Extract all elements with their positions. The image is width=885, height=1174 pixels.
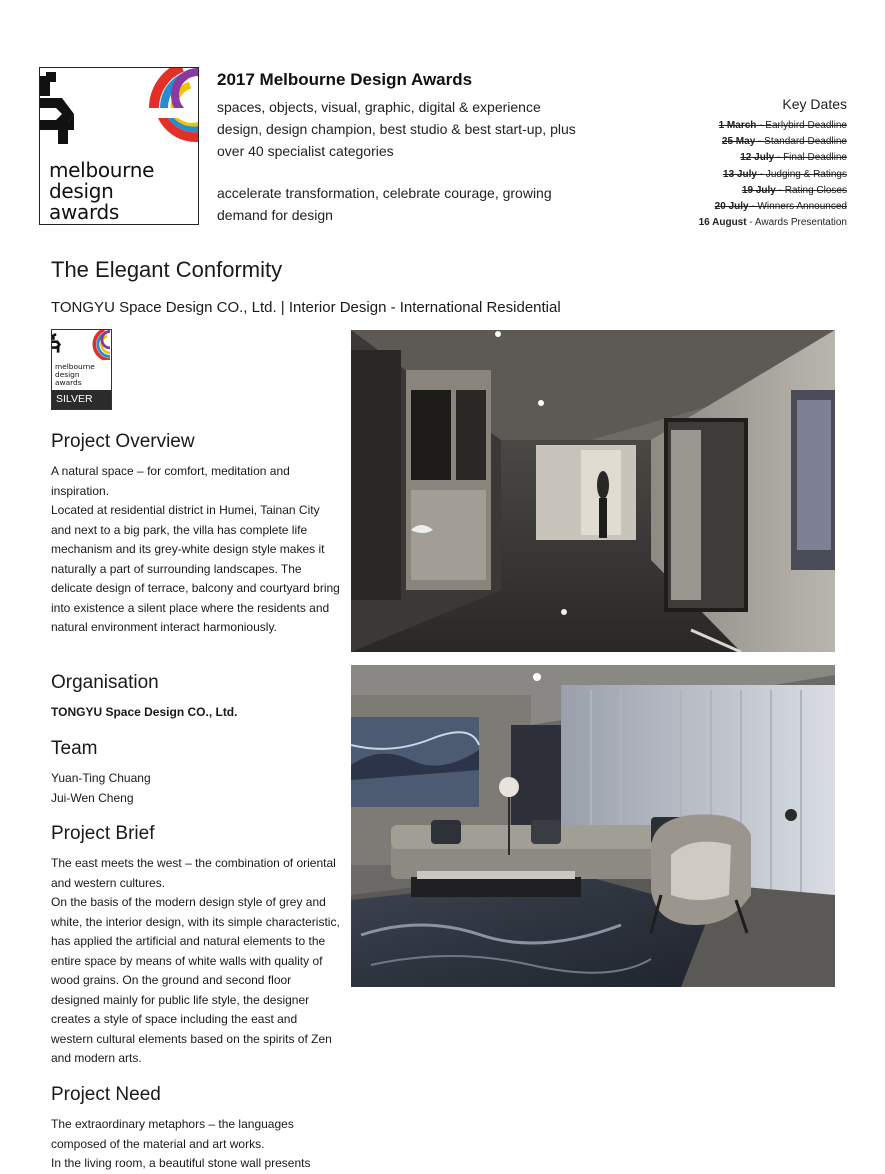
corridor-interior-photo [351, 330, 835, 652]
key-date-row: 12 July - Final Deadline [740, 152, 847, 164]
key-dates-list [699, 118, 847, 231]
team-member: Yuan-Ting Chuang [51, 771, 151, 785]
key-date-row: 16 August - Awards Presentation [698, 217, 847, 229]
key-date-row: 20 July - Winners Announced [714, 201, 847, 213]
overview-paragraph: Located at residential district in Humei, Tainan City and next to a big park, the villa has complete life mechanism and its grey-white design style makes it naturally a part of surrounding landscapes. The delicate design of terrace, balcony and courtyard bring into existence a silent place where the residents and natural environment interact harmoniously. [51, 503, 340, 634]
brief-paragraph: The east meets the west – the combination of oriental and western cultures. [51, 856, 336, 890]
melbourne-design-awards-logo [39, 67, 199, 225]
brief-text [51, 854, 341, 1069]
awards-mark-icon [40, 68, 100, 148]
awards-description: spaces, objects, visual, graphic, digital & experience design, design champion, best studio & best start-up, plus over 40 specialist categories [217, 99, 576, 159]
project-title: The Elegant Conformity [51, 257, 283, 282]
overview-paragraph: A natural space – for comfort, meditation and inspiration. [51, 464, 290, 498]
key-date-row: 13 July - Judging & Ratings [723, 168, 847, 180]
organisation-name: TONGYU Space Design CO., Ltd. [51, 705, 238, 719]
need-heading: Project Need [51, 1084, 161, 1105]
key-date-row: 19 July - Rating Closes [741, 184, 847, 196]
need-paragraph: The extraordinary metaphors – the languages composed of the material and art works. [51, 1117, 294, 1151]
key-date-row: 1 March - Earlybird Deadline [718, 120, 847, 131]
badge-wordmark: melbourne design awards [55, 362, 95, 387]
overview-text [51, 462, 341, 638]
key-date-row: 25 May - Standard Deadline [721, 136, 847, 148]
color-ring-icon [89, 330, 111, 360]
need-paragraph: In the living room, a beautiful stone wall presents [51, 1156, 311, 1170]
awards-tagline: accelerate transformation, celebrate courage, growing demand for design [217, 185, 552, 223]
living-room-photo [351, 665, 835, 987]
logo-wordmark: melbourne design awards [49, 158, 155, 224]
team-list [51, 769, 341, 808]
silver-award-badge [51, 329, 112, 410]
brief-paragraph: On the basis of the modern design style of grey and white, the interior design, with its simple characteristic, has applied the artificial and natural elements to the entire space by means of white walls with quality of wood grains. On the ground and second floor designed mainly for public life style, the designer creates a style of space including the east and western cultural elements based on the spirits of Zen and modern arts. [51, 895, 340, 1065]
team-heading: Team [51, 738, 98, 759]
awards-mark-icon [52, 330, 68, 356]
project-subtitle: TONGYU Space Design CO., Ltd. | Interior Design - International Residential [51, 299, 561, 316]
color-ring-icon [142, 68, 198, 152]
key-dates-title: Key Dates [782, 96, 847, 112]
organisation-heading: Organisation [51, 672, 159, 693]
need-text [51, 1115, 341, 1174]
brief-heading: Project Brief [51, 823, 155, 844]
team-member: Jui-Wen Cheng [51, 790, 134, 805]
overview-heading: Project Overview [51, 431, 195, 452]
badge-level: SILVER [52, 390, 111, 409]
awards-title: 2017 Melbourne Design Awards [217, 70, 473, 89]
